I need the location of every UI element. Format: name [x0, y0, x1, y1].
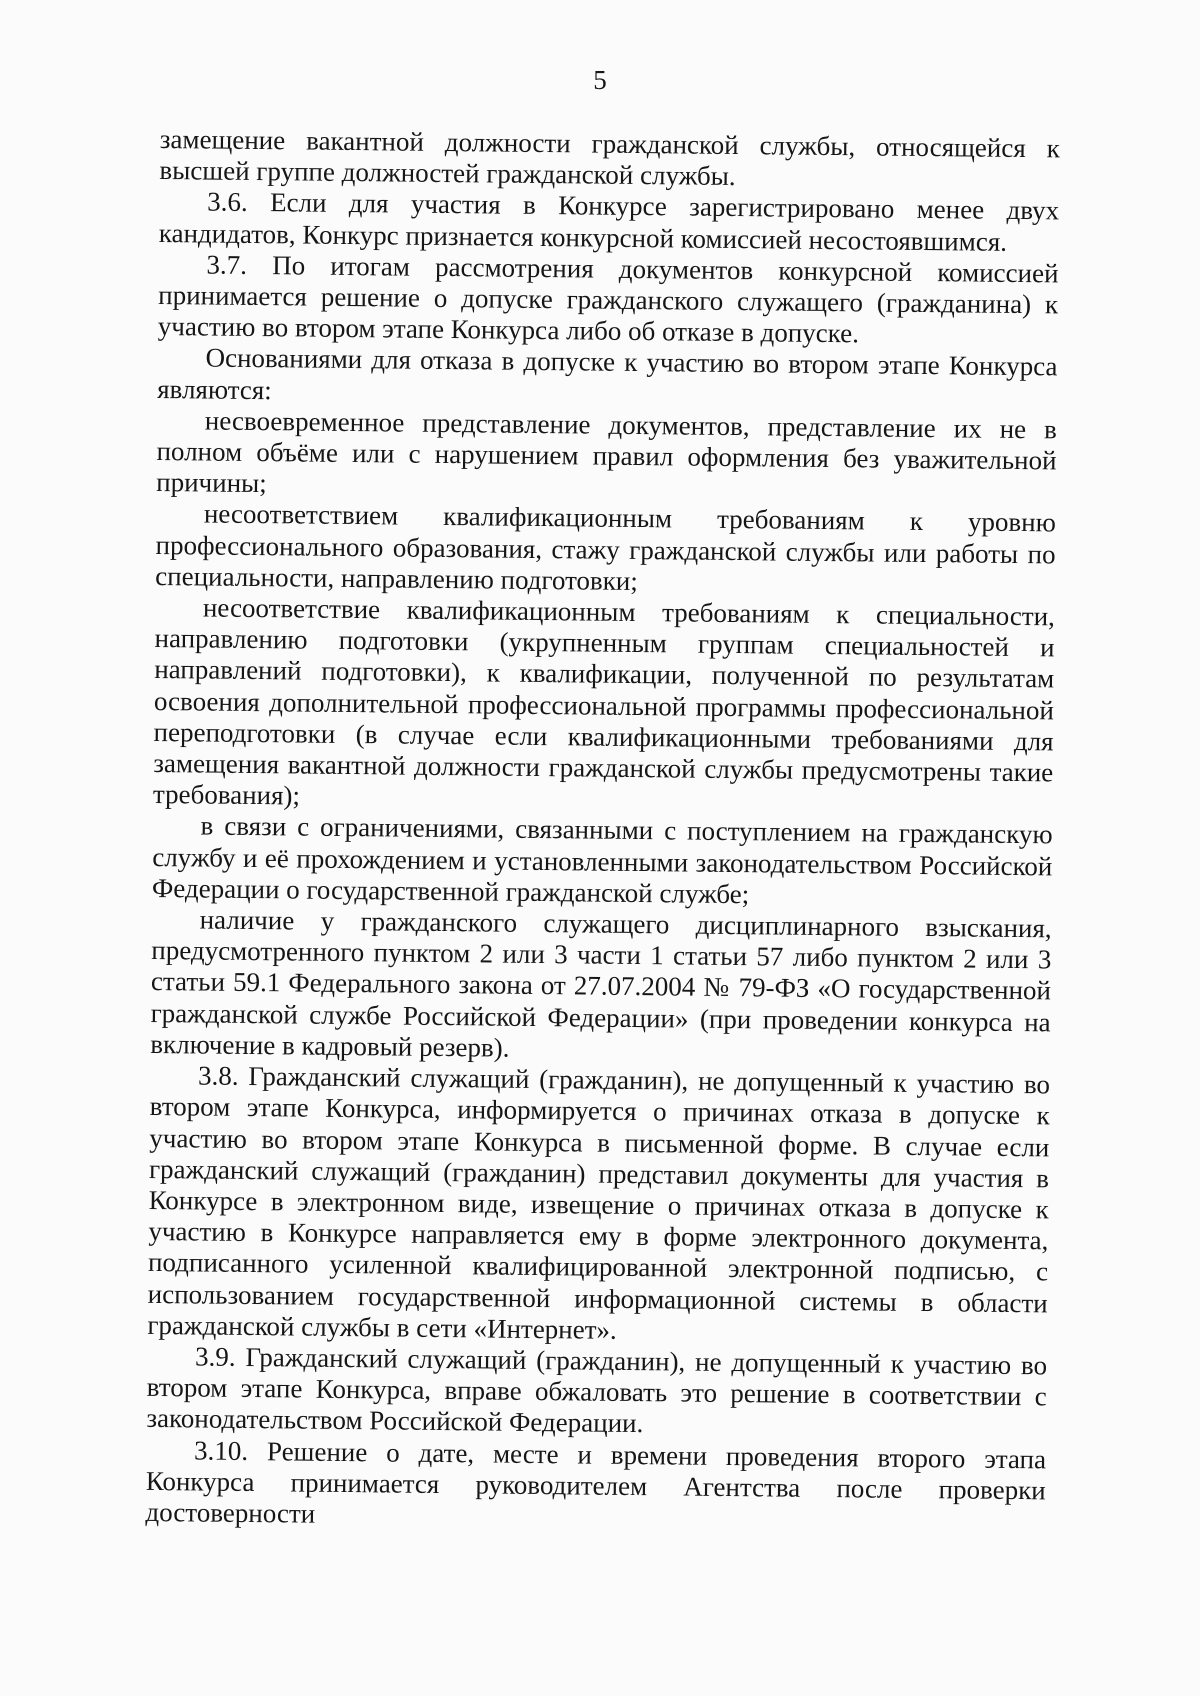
- paragraph-refusal-grounds-intro: Основаниями для отказа в допуске к участию во втором этапе Конкурса являются:: [157, 342, 1058, 405]
- paragraph-3-8: 3.8. Гражданский служащий (гражданин), не допущенный к участию во втором этапе Конкурса, информируется о причинах отказа в допуске к участию во втором этапе Конкурса в письменной форме. В случае если гражданский служащий (гражданин) представил документы для участия в Конкурсе в электронном виде, извещение о причинах отказа в допуске к участию в Конкурсе направляется ему в форме электронного документа, подписанного усиленной квалифицированной электронной подписью, с использованием государственной информационной системы в области гражданской службы в сети «Интернет».: [147, 1060, 1051, 1345]
- paragraph-ground-education-mismatch: несоответствием квалификационным требованиям к уровню профессионального образования, стажу гражданской службы или работы по специальности, направлению подготовки;: [155, 498, 1057, 596]
- paragraph-ground-disciplinary: наличие у гражданского служащего дисциплинарного взыскания, предусмотренного пунктом 2 или 3 части 1 статьи 57 либо пунктом 2 или 3 статьи 59.1 Федерального закона от 27.07.2004 № 79-ФЗ «О государственной гражданской службе Российской Федерации» (при проведении конкурса на включение в кадровый резерв).: [150, 904, 1052, 1063]
- document-body: [145, 124, 1060, 1537]
- paragraph-continuation: замещение вакантной должности гражданской службы, относящейся к высшей группе должностей гражданской службы.: [159, 124, 1060, 192]
- paragraph-3-6: 3.6. Если для участия в Конкурсе зарегистрировано менее двух кандидатов, Конкурс признается конкурсной комиссией несостоявшимся.: [158, 186, 1060, 257]
- page-number: 5: [593, 65, 607, 95]
- paragraph-3-7: 3.7. По итогам рассмотрения документов конкурсной комиссией принимается решение о допуске гражданского служащего (гражданина) к участию во втором этапе Конкурса либо об отказе в допуске.: [157, 249, 1059, 349]
- paragraph-ground-specialty-mismatch: несоответствие квалификационным требованиям к специальности, направлению подготовки (укрупненным группам специальностей и направлений подготовки), к квалификации, полученной по результатам освоения дополнительной профессиональной программы профессиональной переподготовки (в случае если квалификационными требованиями для замещения вакантной должности гражданской службы предусмотрены такие требования);: [152, 592, 1056, 811]
- paragraph-ground-restrictions: в связи с ограничениями, связанными с поступлением на гражданскую службу и её прохождением и установленными законодательством Российской Федерации о государственной гражданской службе;: [151, 810, 1053, 910]
- paragraph-3-10: 3.10. Решение о дате, месте и времени проведения второго этапа Конкурса принимается руководителем Агентства после проверки достоверности: [145, 1434, 1047, 1529]
- paragraph-3-9: 3.9. Гражданский служащий (гражданин), не допущенный к участию во втором этапе Конкурса, вправе обжаловать это решение в соответствии с законодательством Российской Федерации.: [146, 1341, 1048, 1439]
- paragraph-ground-late-documents: несвоевременное представление документов, представление их не в полном объёме или с нарушением правил оформления без уважительной причины;: [156, 405, 1058, 499]
